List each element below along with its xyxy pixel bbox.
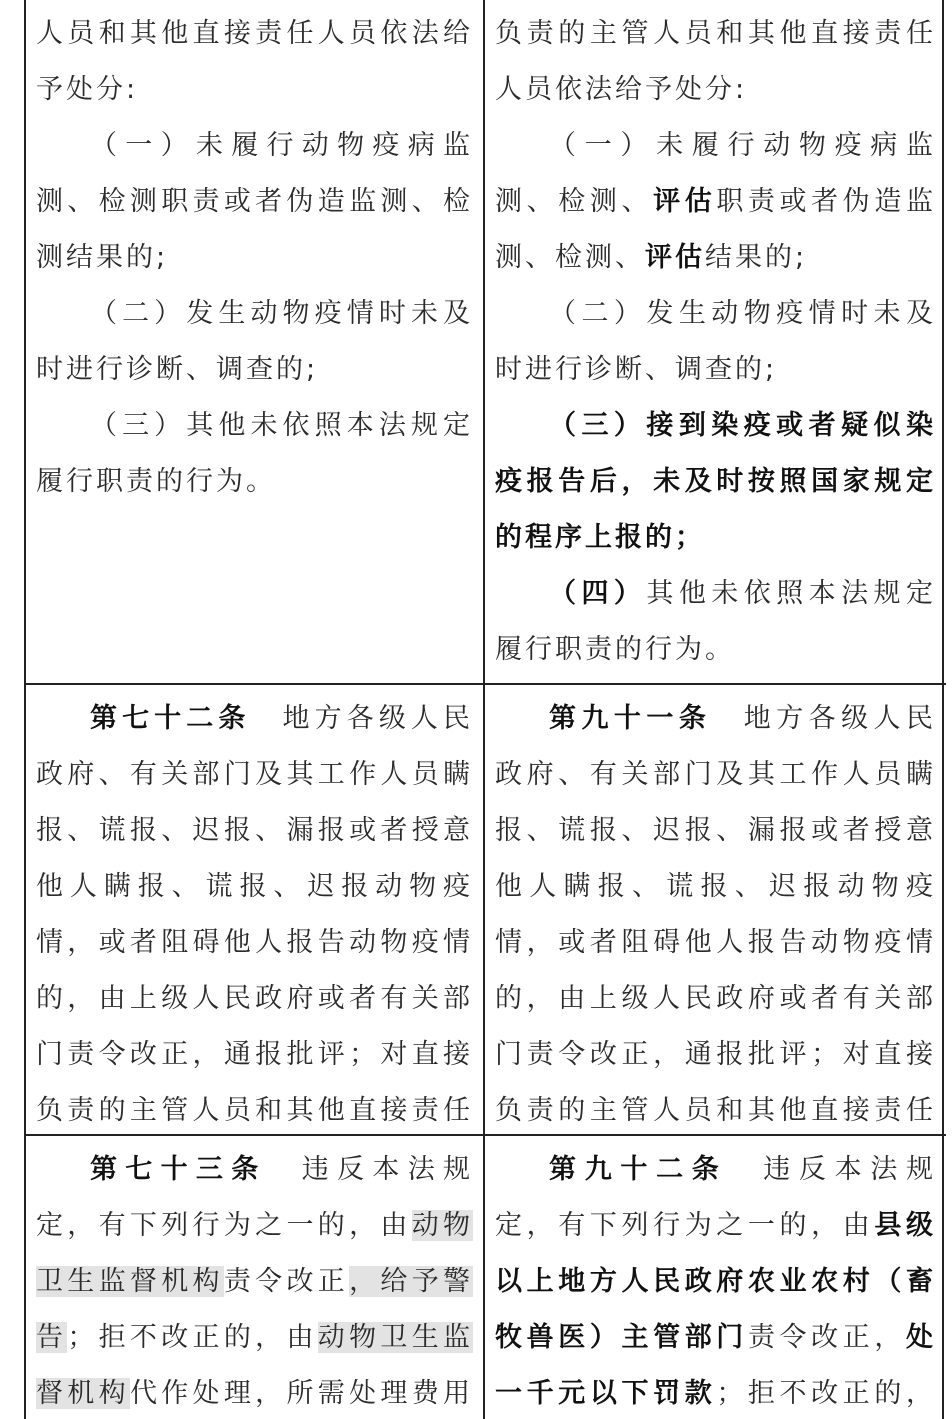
bold-text: 县级以上地方人民政府农业农村（畜牧兽医）主管部门 bbox=[495, 1210, 937, 1353]
text-run: （一）未履行动物疫病监测、检测、 bbox=[495, 130, 936, 217]
text-run: 负责的主管人员和其他直接责任人员依法给予处分: bbox=[495, 18, 936, 105]
text-run: （二）发生动物疫情时未及时进行诊断、调查的; bbox=[36, 298, 473, 385]
highlighted-text: 动物卫生监督机构 bbox=[36, 1322, 474, 1409]
table-cell-right bbox=[485, 683, 946, 1134]
text-run: 责令改正 bbox=[223, 1266, 350, 1297]
paragraph bbox=[495, 566, 936, 678]
text-run: 违反本法规定，有下列行为之一的，由 bbox=[36, 1154, 473, 1241]
paragraph bbox=[495, 691, 936, 1134]
bold-text: 处一千元以下罚款 bbox=[495, 1322, 937, 1409]
bold-text: 评估 bbox=[653, 186, 717, 217]
text-run: 责令改正， bbox=[747, 1322, 907, 1353]
paragraph bbox=[36, 118, 473, 286]
bold-text: （三）接到染疫或者疑似染疫报告后，未及时按照国家规定的程序上报的； bbox=[495, 410, 936, 553]
text-run: 代作处理，所需处理费用 bbox=[129, 1378, 474, 1409]
bold-text: （四） bbox=[549, 578, 647, 609]
highlighted-text: 动物卫生监督机构 bbox=[36, 1210, 474, 1297]
table-cell-right bbox=[485, 0, 946, 683]
paragraph bbox=[495, 6, 936, 118]
text-run: 地方各级人民政府、有关部门及其工作人员瞒报、谎报、迟报、漏报或者授意他人瞒报、谎报、迟报动物疫情，或者阻碍他人报告动物疫情的，由上级人民政府或者有关部门责令改正，通报批评；对直接负责的主管人员和其他直接责任 bbox=[36, 703, 474, 1126]
paragraph bbox=[36, 286, 473, 398]
bold-text: 第七十二条 bbox=[90, 703, 251, 734]
bold-text: 第九十一条 bbox=[549, 703, 712, 734]
text-run: 职责或者伪造监测、检测、 bbox=[495, 186, 937, 273]
text-run: （二）发生动物疫情时未及时进行诊断、调查的; bbox=[495, 298, 936, 385]
table-cell-left bbox=[26, 1134, 485, 1419]
table-cell-left bbox=[26, 683, 485, 1134]
text-run: 其他未依照本法规定履行职责的行为。 bbox=[495, 578, 937, 665]
paragraph bbox=[495, 286, 936, 398]
text-run: 违反本法规定，有下列行为之一的，由 bbox=[495, 1154, 936, 1241]
bold-text: 第九十二条 bbox=[549, 1154, 728, 1185]
highlighted-text: ，给予警告 bbox=[36, 1266, 474, 1353]
text-run: 人员和其他直接责任人员依法给予处分: bbox=[36, 18, 473, 105]
bold-text: 评估 bbox=[645, 242, 705, 273]
text-run: 地方各级人民政府、有关部门及其工作人员瞒报、谎报、迟报、漏报或者授意他人瞒报、谎报、迟报动物疫情，或者阻碍他人报告动物疫情的，由上级人民政府或者有关部门责令改正，通报批评；对直接负责的主管人员和其他直接责任 bbox=[495, 703, 937, 1126]
text-run: ；拒不改正的，由 bbox=[67, 1322, 318, 1353]
text-run: 结果的; bbox=[705, 242, 808, 273]
comparison-table bbox=[24, 0, 944, 1419]
text-run: （一）未履行动物疫病监测、检测职责或者伪造监测、检测结果的; bbox=[36, 130, 473, 273]
paragraph bbox=[36, 1142, 473, 1419]
table-cell-right bbox=[485, 1134, 946, 1419]
text-run: （三）其他未依照本法规定履行职责的行为。 bbox=[36, 410, 473, 497]
table-cell-left bbox=[26, 0, 485, 683]
bold-text: 第七十三条 bbox=[90, 1154, 267, 1185]
paragraph bbox=[495, 1142, 936, 1419]
text-run: ；拒不改正的， bbox=[716, 1378, 937, 1409]
paragraph bbox=[36, 691, 473, 1134]
paragraph bbox=[36, 398, 473, 510]
paragraph bbox=[495, 118, 936, 286]
paragraph bbox=[36, 6, 473, 118]
paragraph bbox=[495, 398, 936, 566]
